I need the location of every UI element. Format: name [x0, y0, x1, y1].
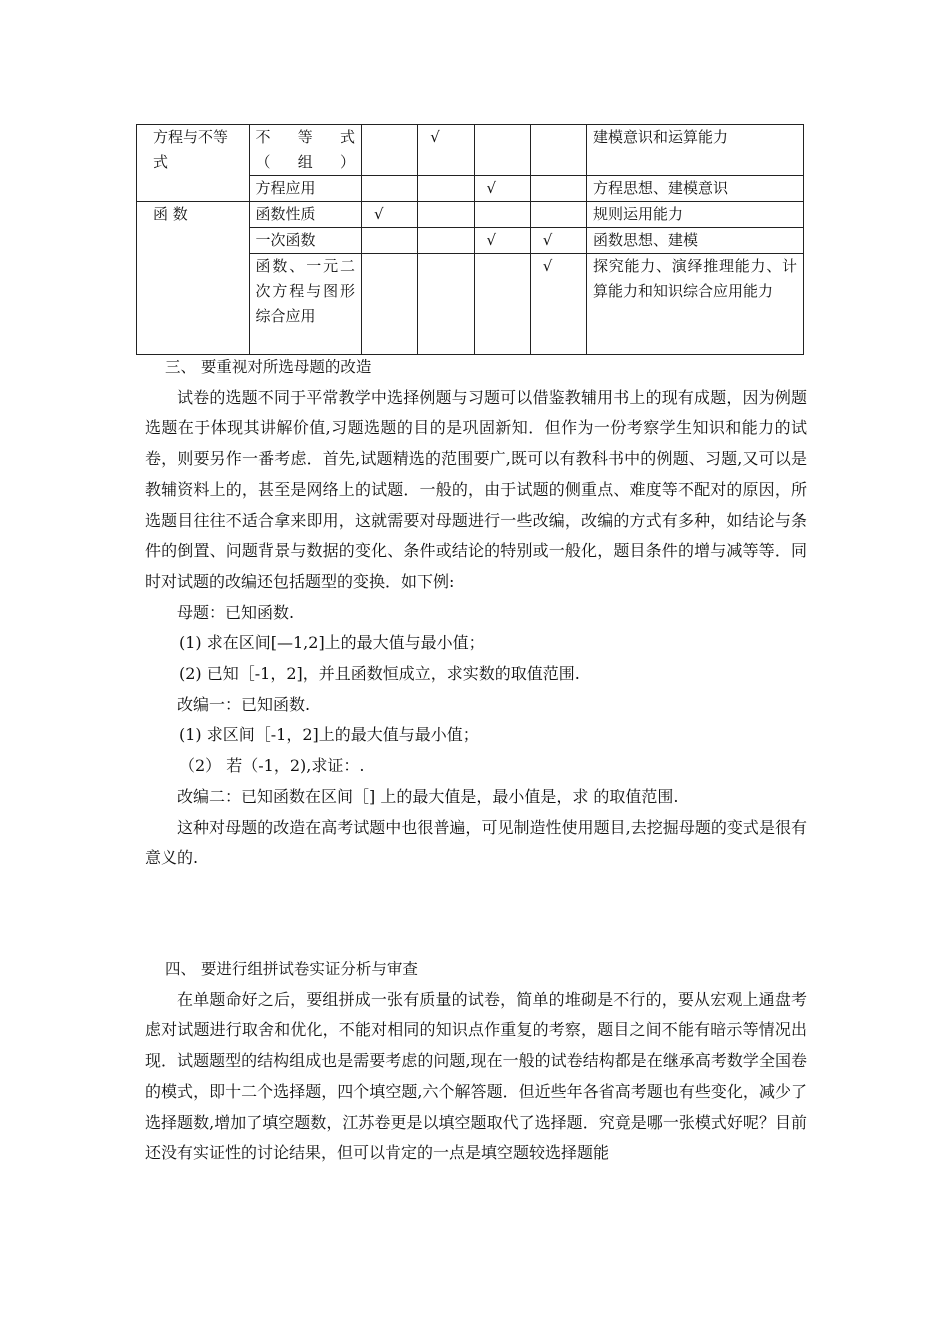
tick-cell — [362, 176, 418, 202]
paragraph: 这种对母题的改造在高考试题中也很普遍，可见制造性使用题目,去挖掘母题的变式是很有意义的. — [145, 817, 807, 868]
tick-cell — [474, 125, 530, 176]
question-item: （2） 若（-1，2),求证：. — [179, 756, 365, 776]
tick-cell — [530, 176, 586, 202]
tick-cell: √ — [474, 228, 530, 254]
question-item: (1) 求区间［-1，2]上的最大值与最小值； — [179, 725, 479, 745]
tick-cell — [474, 254, 530, 355]
topic-cell: 函数、一元二次方程与图形综合应用 — [249, 254, 362, 355]
group-cell: 方程与不等式 — [137, 125, 250, 202]
tick-cell — [418, 228, 474, 254]
tick-cell — [530, 202, 586, 228]
ability-cell: 探究能力、演绎推理能力、计算能力和知识综合应用能力 — [587, 254, 804, 355]
adaptation-two: 改编二：已知函数在区间［] 上的最大值是，最小值是，求 的取值范围. — [177, 786, 679, 806]
tick-cell: √ — [474, 176, 530, 202]
paragraph: 试卷的选题不同于平常教学中选择例题与习题可以借鉴教辅用书上的现有成题，因为例题选题在于体现其讲解价值,习题选题的目的是巩固新知．但作为一份考察学生知识和能力的试卷，则要另作一番考虑．首先,试题精选的范围要广,既可以有教科书中的例题、习题,又可以是教辅资料上的，甚至是网络上的试题．一般的，由于试题的侧重点、难度等不配对的原因，所选题目往往不适合拿来即用，这就需要对母题进行一些改编，改编的方式有多种，如结论与条件的倒置、问题背景与数据的变化、条件或结论的特别或一般化，题目条件的增与减等等．同时对试题的改编还包括题型的变换．如下例: — [145, 387, 807, 591]
topic-cell: 方程应用 — [249, 176, 362, 202]
tick-cell — [418, 254, 474, 355]
adaptation-one: 改编一：已知函数. — [177, 694, 311, 714]
tick-cell — [362, 254, 418, 355]
mother-problem: 母题：已知函数. — [177, 602, 295, 622]
ability-cell: 方程思想、建模意识 — [587, 176, 804, 202]
tick-cell: √ — [418, 125, 474, 176]
section-three — [145, 352, 807, 874]
ability-cell: 建模意识和运算能力 — [587, 125, 804, 176]
topic-cell: 不 等 式（组） — [249, 125, 362, 176]
tick-cell — [418, 202, 474, 228]
section-heading: 三、 要重视对所选母题的改造 — [165, 358, 372, 376]
ability-cell: 规则运用能力 — [587, 202, 804, 228]
tick-cell — [474, 202, 530, 228]
tick-cell: √ — [530, 254, 586, 355]
topic-cell: 一次函数 — [249, 228, 362, 254]
curriculum-table — [136, 124, 804, 355]
ability-cell: 函数思想、建模 — [587, 228, 804, 254]
group-cell: 函 数 — [137, 202, 250, 355]
question-item: (1) 求在区间[—1,2]上的最大值与最小值； — [179, 633, 485, 653]
tick-cell — [418, 176, 474, 202]
tick-cell: √ — [530, 228, 586, 254]
tick-cell — [362, 228, 418, 254]
section-heading: 四、 要进行组拼试卷实证分析与审查 — [165, 960, 418, 978]
paragraph: 在单题命好之后，要组拼成一张有质量的试卷，简单的堆砌是不行的，要从宏观上通盘考虑对试题进行取舍和优化，不能对相同的知识点作重复的考察，题目之间不能有暗示等情况出现．试题题型的结构组成也是需要考虑的问题,现在一般的试卷结构都是在继承高考数学全国卷的模式，即十二个选择题，四个填空题,六个解答题．但近些年各省高考题也有些变化，减少了选择题数,增加了填空题数，江苏卷更是以填空题取代了选择题．究竟是哪一张模式好呢？目前还没有实证性的讨论结果，但可以肯定的一点是填空题较选择题能 — [145, 989, 807, 1163]
topic-cell: 函数性质 — [249, 202, 362, 228]
tick-cell — [530, 125, 586, 176]
section-four — [145, 954, 807, 1169]
tick-cell: √ — [362, 202, 418, 228]
question-item: (2) 已知［-1，2]，并且函数恒成立，求实数的取值范围. — [179, 664, 580, 684]
tick-cell — [362, 125, 418, 176]
table-row — [137, 125, 804, 176]
table-row — [137, 202, 804, 228]
